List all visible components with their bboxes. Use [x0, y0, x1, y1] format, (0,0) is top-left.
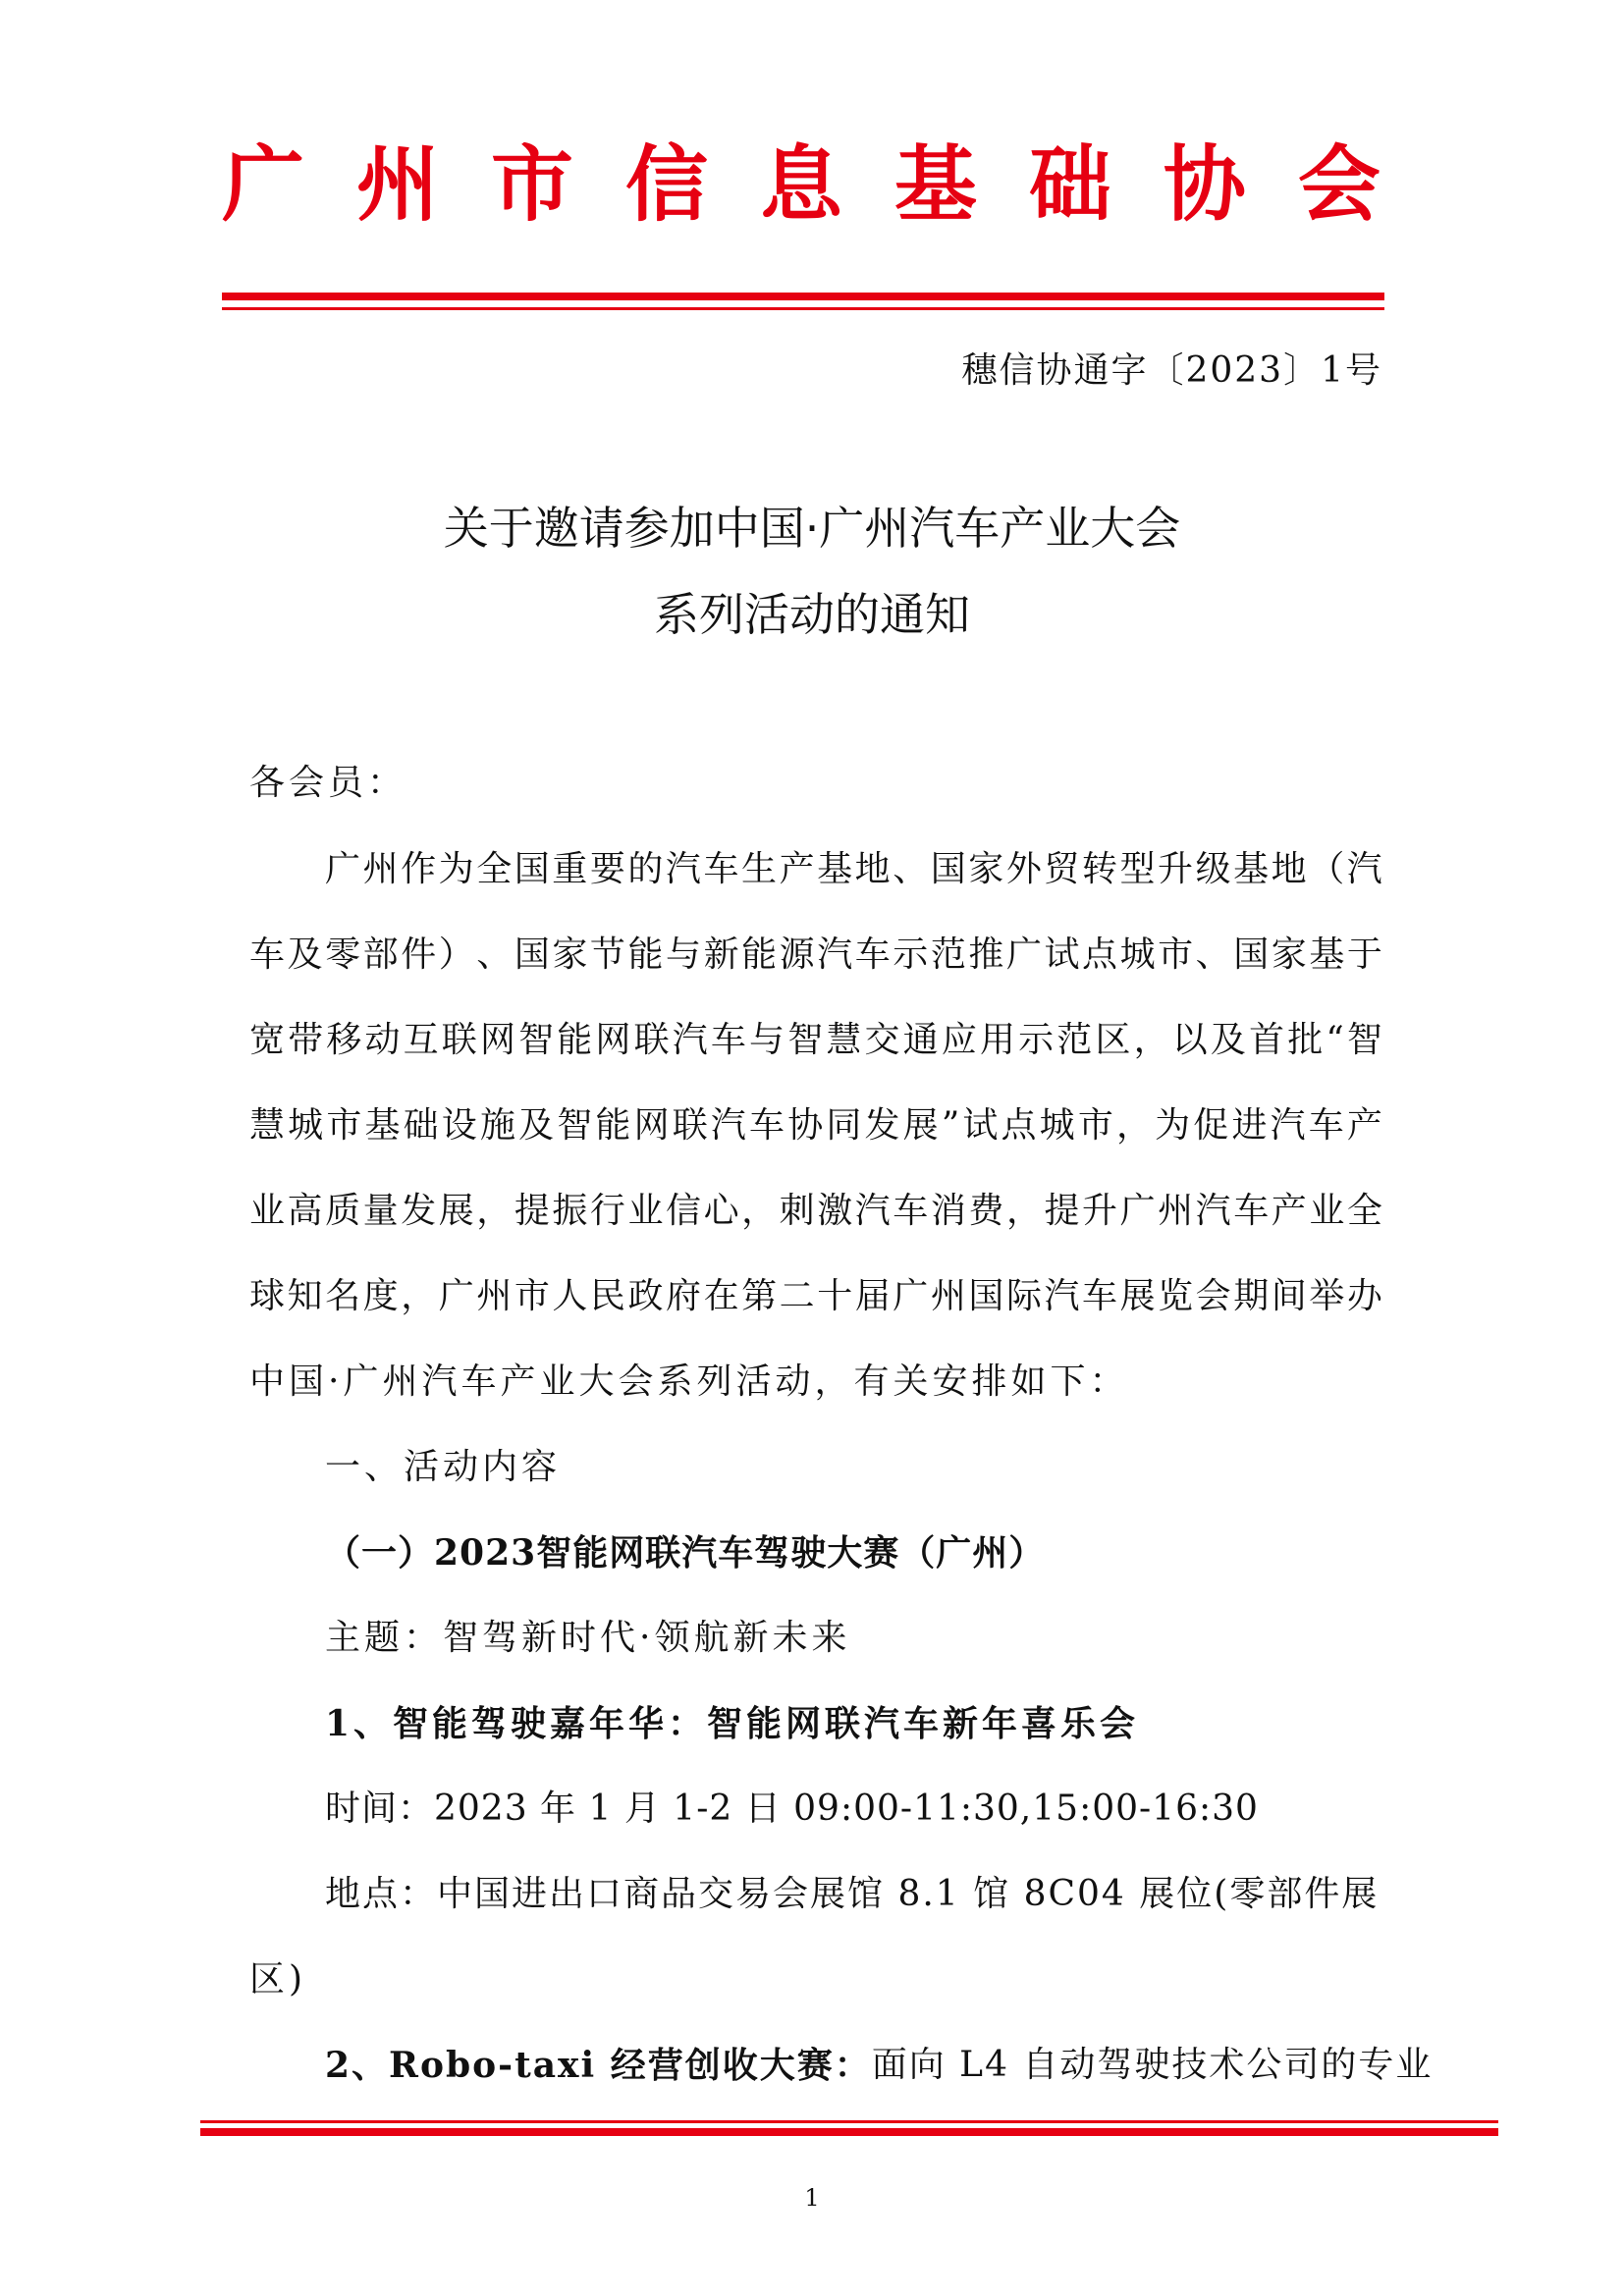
body-char: 费	[968, 1191, 1004, 1231]
body-char: 试	[1044, 934, 1080, 975]
body-char: 市	[1077, 1105, 1113, 1146]
body-char: 联	[672, 1105, 708, 1146]
body-char: 车	[249, 934, 286, 975]
body-char: 汽	[817, 934, 853, 975]
body-char: 能	[741, 934, 778, 975]
body-char: 府	[666, 1276, 702, 1316]
body-char: （	[1309, 849, 1345, 889]
body-char: ）	[438, 934, 474, 975]
body-char: 汽	[672, 1020, 708, 1060]
body-char: 广	[438, 1276, 474, 1316]
body-char: 基	[817, 849, 853, 889]
body-char: “	[1326, 1020, 1344, 1060]
body-char: 生	[741, 849, 778, 889]
body-char: 为	[438, 849, 474, 889]
body-char: 及	[1210, 1020, 1246, 1060]
body-char: 家	[968, 849, 1004, 889]
body-char: 国	[514, 849, 550, 889]
body-char: 示	[1018, 1020, 1055, 1060]
body-char: 试	[962, 1105, 999, 1146]
body-char: 应	[941, 1020, 977, 1060]
body-char: 汽	[710, 1105, 746, 1146]
body-char: 智	[1346, 1020, 1382, 1060]
body-char: 汽	[854, 1191, 891, 1231]
body-char: 城	[1039, 1105, 1075, 1146]
body-char: 提	[514, 1191, 550, 1231]
body-char: 度	[362, 1276, 399, 1316]
body-char: 际	[1005, 1276, 1042, 1316]
time-line: 时间：2023 年 1 月 1-2 日 09:00-11:30,15:00-16:30	[325, 1789, 1259, 1829]
body-char: 消	[930, 1191, 966, 1231]
body-char: 二	[779, 1276, 815, 1316]
body-char: 网	[633, 1105, 670, 1146]
body-char: 州	[1158, 1191, 1194, 1231]
body-char: 球	[249, 1276, 286, 1316]
body-char: 民	[589, 1276, 625, 1316]
body-char: 车	[1233, 1191, 1270, 1231]
body-char: 新	[703, 934, 739, 975]
association-name-char: 市	[490, 136, 573, 233]
body-char: 州	[930, 1276, 966, 1316]
body-char: 知	[287, 1276, 323, 1316]
body-char: 车	[893, 1191, 929, 1231]
footer-rule-thick	[200, 2128, 1498, 2136]
body-char: 型	[1119, 849, 1156, 889]
body-char: 首	[1249, 1020, 1285, 1060]
body-char: 车	[749, 1105, 785, 1146]
body-char: 业	[249, 1191, 286, 1231]
association-name-char: 协	[1163, 136, 1246, 233]
body-char: 联	[633, 1020, 670, 1060]
body-char: 升	[1082, 1191, 1118, 1231]
body-char: 源	[779, 934, 815, 975]
body-line	[249, 1015, 1382, 1066]
body-char: 慧	[249, 1105, 286, 1146]
body-char: 汽	[1346, 849, 1382, 889]
body-char: 城	[1119, 934, 1156, 975]
document-number: 穗信协通字〔2023〕1号	[961, 350, 1382, 391]
association-name	[222, 126, 1380, 243]
body-char: 心	[703, 1191, 739, 1231]
body-char: 施	[479, 1105, 515, 1146]
body-char: 范	[1056, 1020, 1093, 1060]
item-2-heading: 2、Robo-taxi 经营创收大赛：	[325, 2045, 872, 2086]
association-name-char: 会	[1297, 136, 1380, 233]
body-char: 城	[288, 1105, 324, 1146]
body-char: 十	[817, 1276, 853, 1316]
body-char: 区	[1095, 1020, 1131, 1060]
body-char: 点	[1001, 1105, 1037, 1146]
body-char: ，	[1115, 1105, 1152, 1146]
item-1-heading: 1、智能驾驶嘉年华：智能网联汽车新年喜乐会	[325, 1703, 1140, 1744]
body-char: 联	[441, 1020, 477, 1060]
body-char: 产	[1271, 1191, 1307, 1231]
body-char: 于	[1346, 934, 1382, 975]
body-char: 家	[552, 934, 588, 975]
body-char: 国	[930, 849, 966, 889]
body-char: 及	[518, 1105, 555, 1146]
body-char: 基	[1309, 934, 1345, 975]
body-char: 以	[1171, 1020, 1208, 1060]
body-char: 用	[979, 1020, 1015, 1060]
body-char: 名	[325, 1276, 361, 1316]
body-char: 及	[287, 934, 323, 975]
body-char: 与	[666, 934, 702, 975]
body-char: ，	[476, 1191, 513, 1231]
body-char: 广	[1005, 934, 1042, 975]
body-char: 级	[1195, 849, 1231, 889]
body-char: 人	[552, 1276, 588, 1316]
body-char: 外	[1005, 849, 1042, 889]
notice-title-line-2: 系列活动的通知	[654, 588, 970, 641]
body-char: 示	[893, 934, 929, 975]
body-char: 网	[595, 1020, 631, 1060]
item-2-text: 面向 L4 自动驾驶技术公司的专业	[871, 2045, 1434, 2085]
body-char: 件	[401, 934, 437, 975]
body-char: 交	[864, 1020, 900, 1060]
body-char: 移	[326, 1020, 362, 1060]
body-char: 智	[557, 1105, 593, 1146]
subsection-heading: （一）2023智能网联汽车驾驶大赛（广州）	[325, 1532, 1046, 1574]
body-char: 市	[1158, 934, 1194, 975]
association-name-char: 基	[893, 136, 977, 233]
body-char: 车	[1308, 1105, 1344, 1146]
body-char: 节	[589, 934, 625, 975]
body-char: 网	[479, 1020, 515, 1060]
body-char: 提	[1044, 1191, 1080, 1231]
body-char: 动	[364, 1020, 401, 1060]
body-line	[249, 1186, 1382, 1237]
association-name-char: 础	[1028, 136, 1111, 233]
body-char: 车	[703, 849, 739, 889]
body-char: 地	[1271, 849, 1307, 889]
body-char: ，	[1133, 1020, 1169, 1060]
body-char: ，	[741, 1191, 778, 1231]
body-char: 要	[589, 849, 625, 889]
body-char: 发	[401, 1191, 437, 1231]
body-char: 州	[476, 1276, 513, 1316]
body-char: 展	[902, 1105, 939, 1146]
location-line: 地点：中国进出口商品交易会展馆 8.1 馆 8C04 展位(零部件展	[325, 1874, 1380, 1914]
body-char: 汽	[1195, 1191, 1231, 1231]
body-char: 地	[854, 849, 891, 889]
body-line	[249, 1271, 1382, 1322]
body-char: 国	[1233, 934, 1270, 975]
body-char: 互	[403, 1020, 439, 1060]
body-char: 车	[710, 1020, 746, 1060]
body-char: ，	[1005, 1191, 1042, 1231]
body-char: 产	[779, 849, 815, 889]
section-heading: 一、活动内容	[325, 1447, 562, 1487]
body-char: 促	[1193, 1105, 1229, 1146]
body-char: 范	[930, 934, 966, 975]
association-name-char: 广	[222, 136, 305, 233]
body-char: 零	[325, 934, 361, 975]
body-char: 振	[552, 1191, 588, 1231]
body-char: 批	[1287, 1020, 1324, 1060]
body-char: 、	[476, 934, 513, 975]
body-char: 智	[787, 1020, 824, 1060]
body-char: 业	[1309, 1191, 1345, 1231]
body-char: 带	[288, 1020, 324, 1060]
body-char: 设	[441, 1105, 477, 1146]
body-char: 协	[787, 1105, 824, 1146]
body-char: 础	[403, 1105, 439, 1146]
body-char: 展	[438, 1191, 474, 1231]
body-char: 市	[514, 1276, 550, 1316]
body-char: 贸	[1044, 849, 1080, 889]
body-char: 能	[557, 1020, 593, 1060]
association-name-char: 州	[355, 136, 439, 233]
body-char: 为	[1155, 1105, 1191, 1146]
body-char: 国	[968, 1276, 1004, 1316]
body-char: 发	[864, 1105, 900, 1146]
body-char: 会	[1195, 1276, 1231, 1316]
body-char: 广	[325, 849, 361, 889]
body-char: 举	[1309, 1276, 1345, 1316]
body-char: 激	[817, 1191, 853, 1231]
body-char: 同	[826, 1105, 862, 1146]
body-char: 推	[968, 934, 1004, 975]
body-char: 第	[741, 1276, 778, 1316]
body-char: 届	[854, 1276, 891, 1316]
body-char: 办	[1346, 1276, 1382, 1316]
body-char: 能	[627, 934, 664, 975]
body-char: 量	[362, 1191, 399, 1231]
body-char: 部	[362, 934, 399, 975]
body-line	[249, 1100, 1382, 1151]
location-line-continued: 区)	[249, 1959, 307, 2000]
body-char: 期	[1233, 1276, 1270, 1316]
body-char: 展	[1119, 1276, 1156, 1316]
body-char: 汽	[665, 849, 701, 889]
body-char: 作	[401, 849, 437, 889]
body-char: ”	[941, 1105, 960, 1146]
body-char: 市	[326, 1105, 362, 1146]
body-char: 高	[287, 1191, 323, 1231]
body-char: 、	[893, 849, 929, 889]
body-char: 宽	[249, 1020, 286, 1060]
body-char: 汽	[1044, 1276, 1080, 1316]
salutation: 各会员：	[249, 763, 407, 803]
association-name-char: 息	[759, 136, 842, 233]
header-rule-thin	[222, 307, 1384, 310]
notice-title-line-1: 关于邀请参加中国·广州汽车产业大会	[443, 502, 1181, 555]
body-char: 车	[1082, 1276, 1118, 1316]
body-char: 基	[1233, 849, 1270, 889]
body-char: 国	[514, 934, 550, 975]
body-char: 全	[1346, 1191, 1382, 1231]
body-char: 转	[1081, 849, 1117, 889]
body-line: 中国·广州汽车产业大会系列活动，有关安排如下：	[249, 1362, 1129, 1402]
body-line	[325, 844, 1382, 895]
body-char: 车	[854, 934, 891, 975]
body-char: 慧	[826, 1020, 862, 1060]
header-rule-thick	[222, 293, 1384, 300]
footer-rule-thin	[200, 2120, 1498, 2123]
page-number: 1	[804, 2184, 820, 2212]
body-char: 进	[1231, 1105, 1268, 1146]
body-char: ，	[401, 1276, 437, 1316]
item-2-line	[325, 2040, 1434, 2091]
body-char: 间	[1271, 1276, 1307, 1316]
body-char: 广	[893, 1276, 929, 1316]
body-char: 全	[476, 849, 513, 889]
body-char: 业	[627, 1191, 664, 1231]
body-char: 点	[1082, 934, 1118, 975]
body-char: 能	[595, 1105, 631, 1146]
body-char: 刺	[779, 1191, 815, 1231]
body-char: 产	[1346, 1105, 1382, 1146]
body-char: 基	[364, 1105, 401, 1146]
body-char: 通	[902, 1020, 939, 1060]
body-char: 信	[666, 1191, 702, 1231]
body-char: 质	[325, 1191, 361, 1231]
body-char: 智	[518, 1020, 555, 1060]
body-char: 政	[627, 1276, 664, 1316]
body-char: 与	[749, 1020, 785, 1060]
body-char: 汽	[1270, 1105, 1306, 1146]
body-char: 广	[1119, 1191, 1156, 1231]
body-char: 家	[1271, 934, 1307, 975]
body-char: 州	[362, 849, 399, 889]
body-char: 在	[703, 1276, 739, 1316]
body-char: 、	[1195, 934, 1231, 975]
body-char: 行	[589, 1191, 625, 1231]
association-name-char: 信	[624, 136, 708, 233]
body-char: 升	[1158, 849, 1194, 889]
body-char: 览	[1158, 1276, 1194, 1316]
body-char: 重	[552, 849, 588, 889]
body-line	[249, 930, 1382, 981]
theme-line: 主题：智驾新时代·领航新未来	[325, 1618, 851, 1658]
body-char: 的	[627, 849, 664, 889]
